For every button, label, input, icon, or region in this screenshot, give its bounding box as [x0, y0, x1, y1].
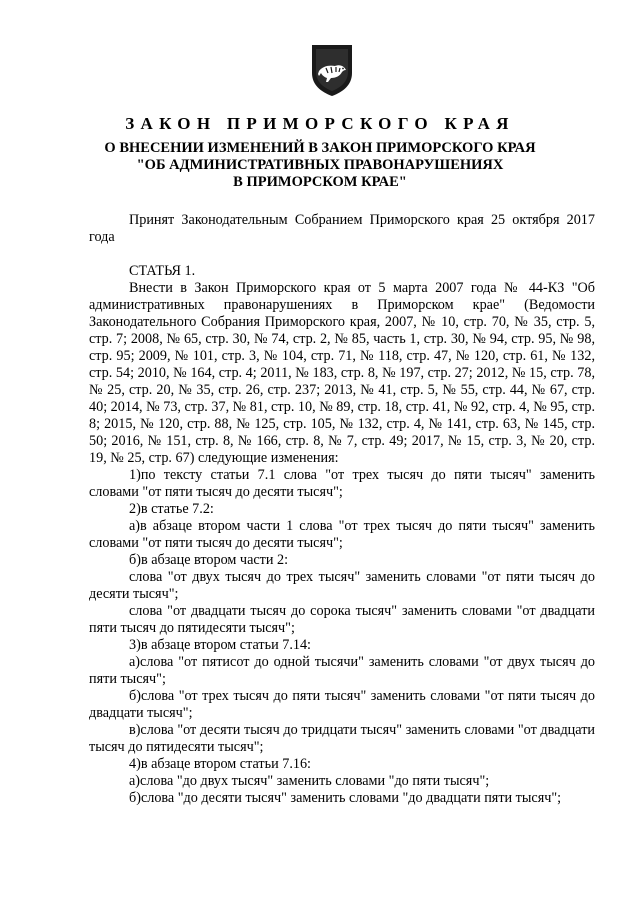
adoption-statement: Принят Законодательным Собранием Приморского края 25 октября 2017 года	[89, 212, 595, 245]
paragraph: 2)в статье 7.2:	[129, 501, 214, 517]
document-body	[89, 212, 595, 807]
subtitle-line: О ВНЕСЕНИИ ИЗМЕНЕНИЙ В ЗАКОН ПРИМОРСКОГО КРАЯ	[104, 140, 536, 156]
law-subtitle	[60, 140, 580, 191]
subtitle-line: "ОБ АДМИНИСТРАТИВНЫХ ПРАВОНАРУШЕНИЯХ	[136, 157, 504, 173]
paragraph: 1)по тексту статьи 7.1 слова "от трех тысяч до пяти тысяч" заменить словами "от пяти тысяч до десяти тысяч";	[89, 467, 595, 500]
article-heading: СТАТЬЯ 1.	[129, 263, 196, 279]
paragraph: а)слова "до двух тысяч" заменить словами "до пяти тысяч";	[129, 773, 490, 789]
coat-of-arms-icon	[309, 43, 355, 97]
paragraph: б)слова "до десяти тысяч" заменить словами "до двадцати пяти тысяч";	[129, 790, 562, 806]
subtitle-line: В ПРИМОРСКОМ КРАЕ"	[233, 174, 407, 190]
paragraph: б)в абзаце втором части 2:	[129, 552, 289, 568]
law-title: ЗАКОН ПРИМОРСКОГО КРАЯ	[125, 114, 515, 133]
paragraph: 4)в абзаце втором статьи 7.16:	[129, 756, 311, 772]
paragraph: б)слова "от трех тысяч до пяти тысяч" заменить словами "от пяти тысяч до двадцати тысяч";	[89, 688, 595, 721]
paragraph: 3)в абзаце втором статьи 7.14:	[129, 637, 311, 653]
paragraph: слова "от двадцати тысяч до сорока тысяч" заменить словами "от двадцати пяти тысяч до пятидесяти тысяч";	[89, 603, 595, 636]
paragraph: Внести в Закон Приморского края от 5 марта 2007 года № 44-КЗ "Об административных правонарушениях в Приморском крае" (Ведомости Законодательного Собрания Приморского края, 2007, № 10, стр. 70, № 35, стр. 5, стр. 7; 2008, № 65, стр. 30, № 74, стр. 2, № 85, часть 1, стр. 30, № 94, стр. 95, № 98, стр. 95; 2009, № 101, стр. 3, № 104, стр. 71, № 118, стр. 47, № 120, стр. 61, № 132, стр. 54; 2010, № 164, стр. 4; 2011, № 183, стр. 8, № 197, стр. 27; 2012, № 15, стр. 78, № 25, стр. 20, № 35, стр. 26, стр. 237; 2013, № 41, стр. 5, № 55, стр. 44, № 67, стр. 40; 2014, № 73, стр. 37, № 81, стр. 10, № 89, стр. 18, стр. 41, № 92, стр. 4, № 95, стр. 8; 2015, № 120, стр. 88, № 125, стр. 105, № 132, стр. 4, № 141, стр. 63, № 145, стр. 50; 2016, № 151, стр. 8, № 166, стр. 8, № 7, стр. 49; 2017, № 15, стр. 3, № 20, стр. 19, № 25, стр. 67) следующие изменения:	[89, 280, 595, 466]
paragraph: а)в абзаце втором части 1 слова "от трех тысяч до пяти тысяч" заменить словами "от пяти тысяч до десяти тысяч";	[89, 518, 595, 551]
paragraph: в)слова "от десяти тысяч до тридцати тысяч" заменить словами "от двадцати тысяч до пятидесяти тысяч";	[89, 722, 595, 755]
paragraph: а)слова "от пятисот до одной тысячи" заменить словами "от двух тысяч до пяти тысяч";	[89, 654, 595, 687]
paragraph: слова "от двух тысяч до трех тысяч" заменить словами "от пяти тысяч до десяти тысяч";	[89, 569, 595, 602]
